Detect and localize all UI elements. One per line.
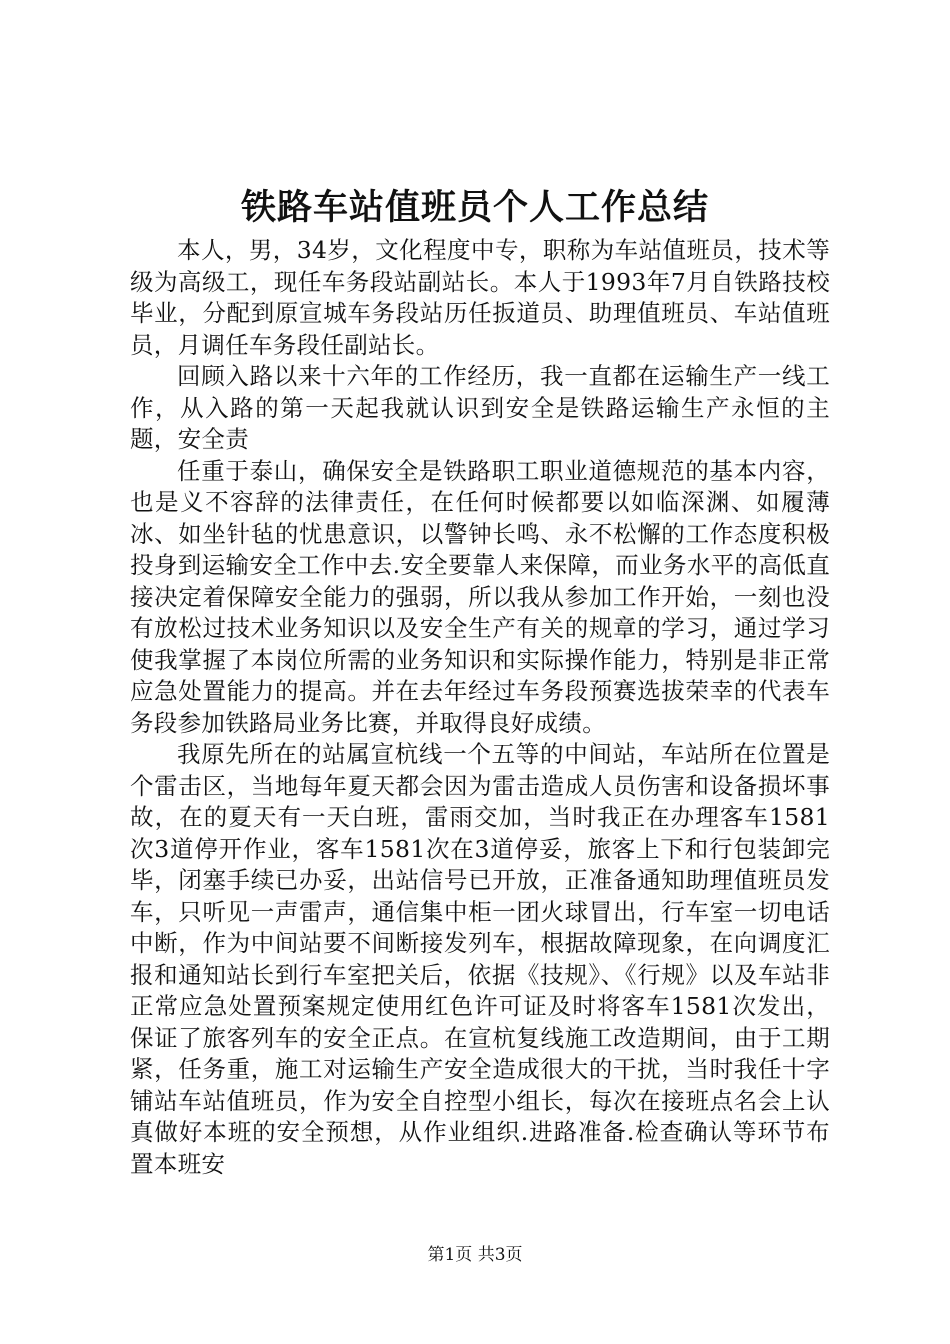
page-footer: 第1页 共3页: [427, 1245, 523, 1265]
document-title: 铁路车站值班员个人工作总结: [240, 187, 709, 228]
paragraph-3: 任重于泰山，确保安全是铁路职工职业道德规范的基本内容，也是义不容辞的法律责任，在任何时候都要以如临深渊、如履薄冰、如坐针毡的忧患意识，以警钟长鸣、永不松懈的工作态度积极投身到运输安全工作中去.安全要靠人来保障，而业务水平的高低直接决定着保障安全能力的强弱，所以我从参加工作开始，一刻也没有放松过技术业务知识以及安全生产有关的规章的学习，通过学习使我掌握了本岗位所需的业务知识和实际操作能力，特别是非正常应急处置能力的提高。并在去年经过车务段预赛选拔荣幸的代表车务段参加铁路局业务比赛，并取得良好成绩。: [130, 456, 830, 737]
paragraph-4: 我原先所在的站属宣杭线一个五等的中间站，车站所在位置是个雷击区，当地每年夏天都会因为雷击造成人员伤害和设备损坏事故，在的夏天有一天白班，雷雨交加，当时我正在办理客车1581次3道停开作业，客车1581次在3道停妥，旅客上下和行包装卸完毕，闭塞手续已办妥，出站信号已开放，正准备通知助理值班员发车，只听见一声雷声，通信集中柜一团火球冒出，行车室一切电话中断，作为中间站要不间断接发列车，根据故障现象，在向调度汇报和通知站长到行车室把关后，依据《技规》、《行规》以及车站非正常应急处置预案规定使用红色许可证及时将客车1581次发出，保证了旅客列车的安全正点。在宣杭复线施工改造期间，由于工期紧，任务重，施工对运输生产安全造成很大的干扰，当时我任十字铺站车站值班员，作为安全自控型小组长，每次在接班点名会上认真做好本班的安全预想，从作业组织.进路准备.检查确认等环节布置本班安: [130, 740, 830, 1178]
paragraph-2: 回顾入路以来十六年的工作经历，我一直都在运输生产一线工作，从入路的第一天起我就认识到安全是铁路运输生产永恒的主题，安全责: [130, 362, 830, 453]
document-body: [130, 235, 830, 1180]
paragraph-1: 本人，男，34岁，文化程度中专，职称为车站值班员，技术等级为高级工，现任车务段站副站长。本人于1993年7月自铁路技校毕业，分配到原宣城车务段站历任扳道员、助理值班员、车站值班员，月调任车务段任副站长。: [130, 236, 830, 359]
